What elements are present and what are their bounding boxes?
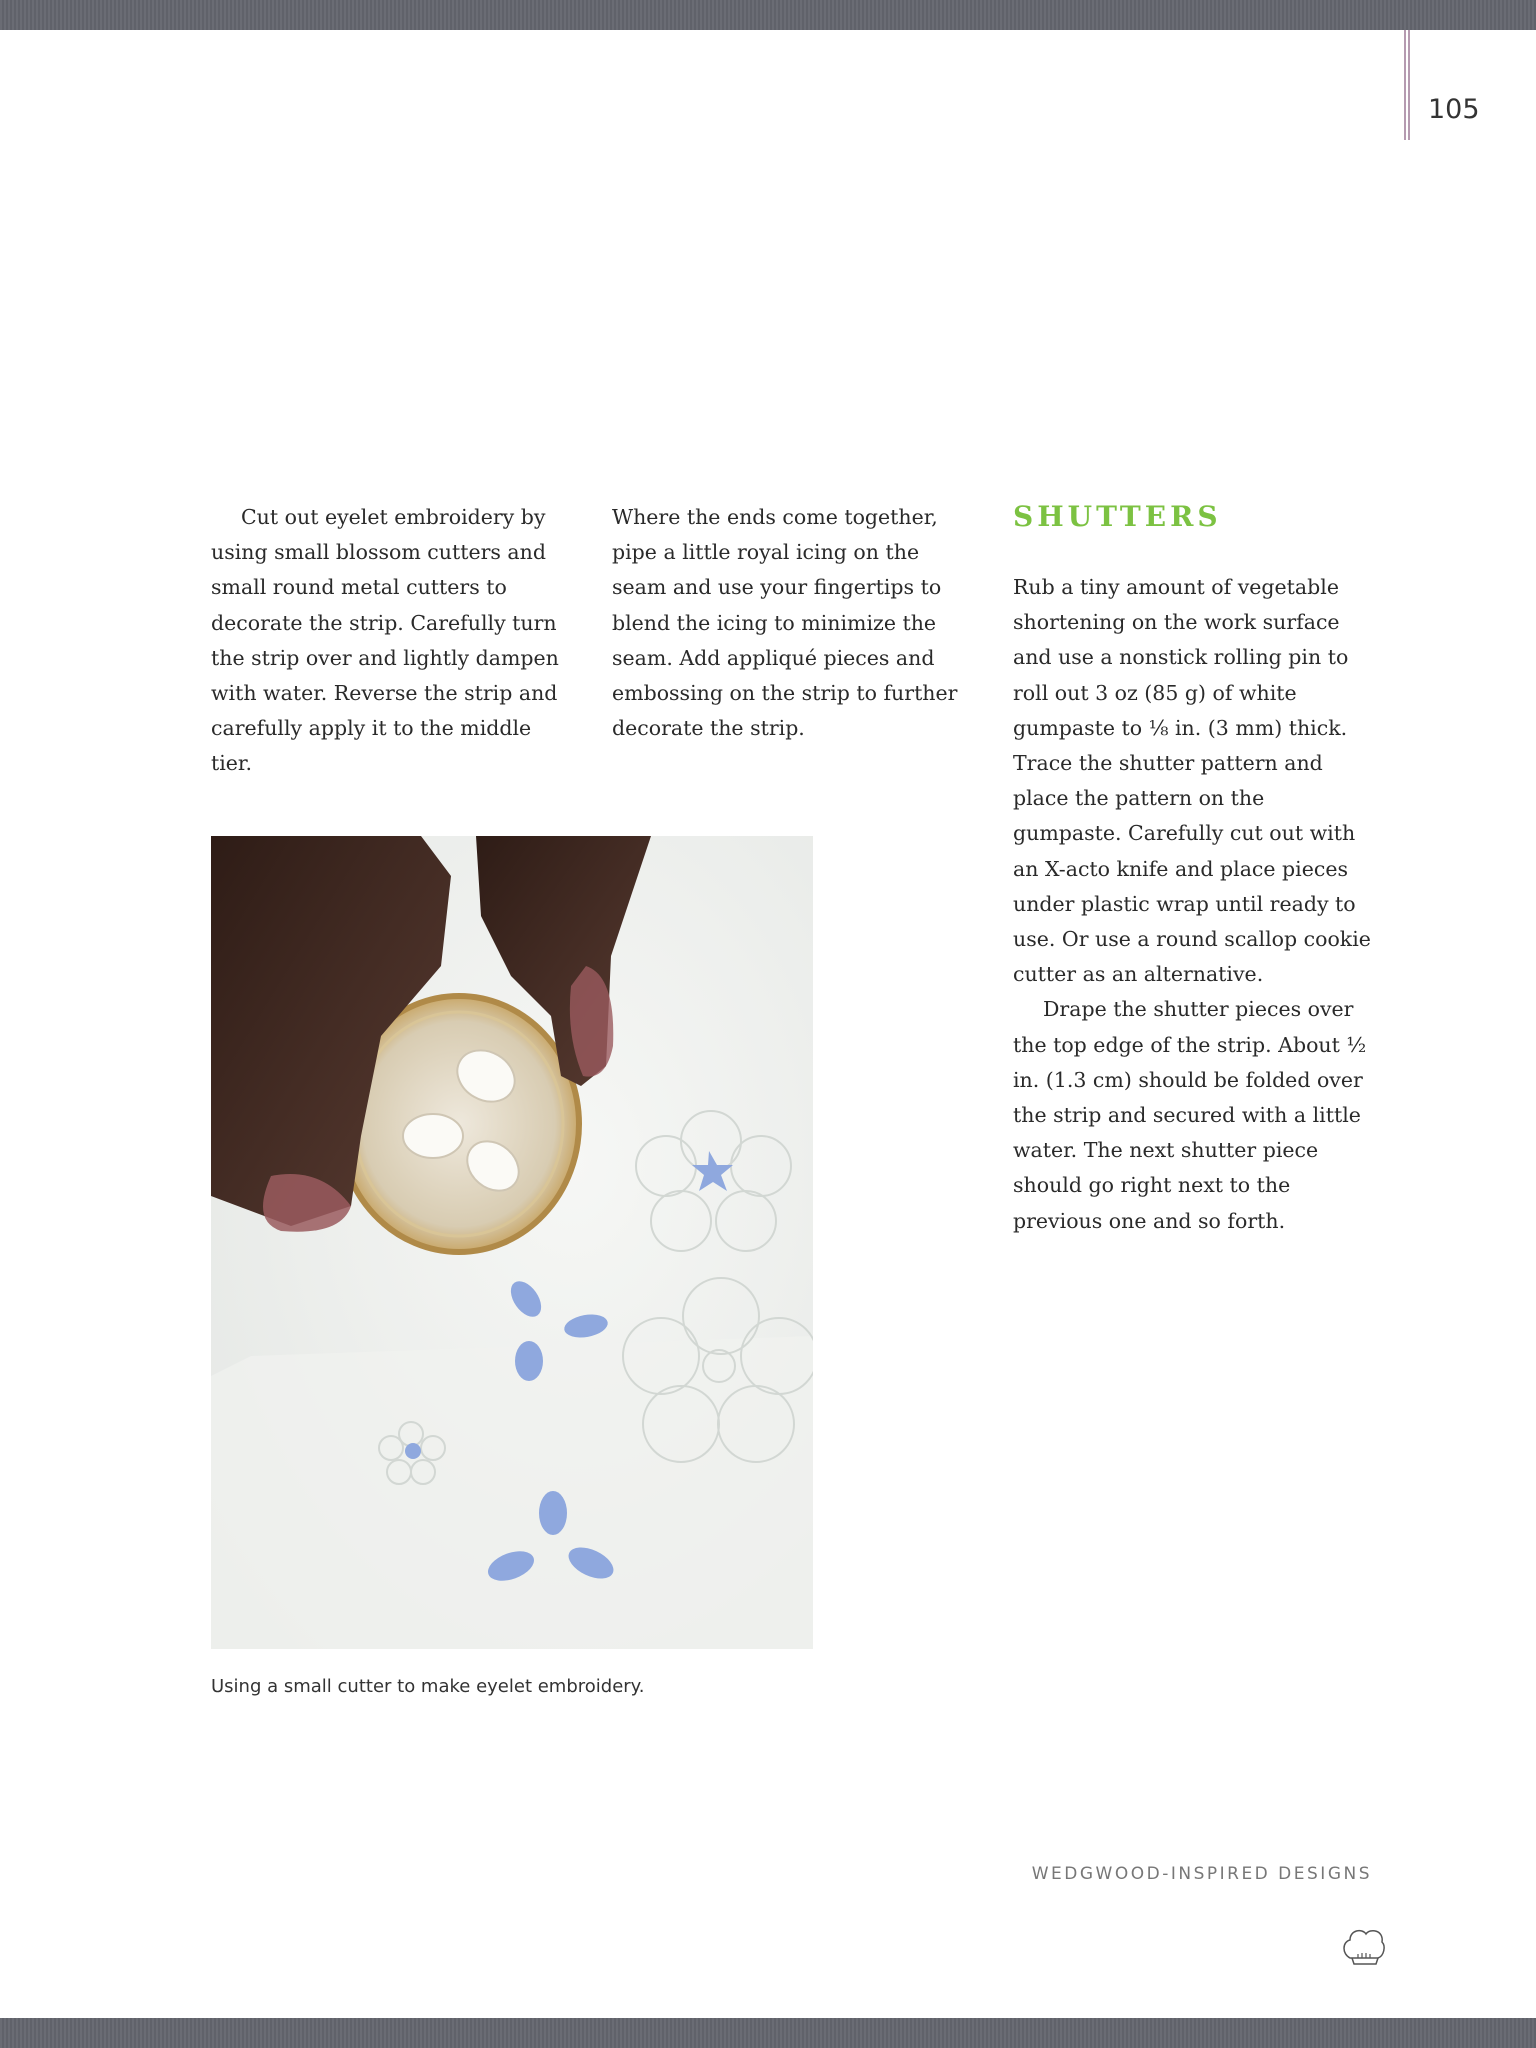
figure-caption: Using a small cutter to make eyelet embroidery.	[211, 1676, 645, 1697]
section-heading: SHUTTERS	[1013, 500, 1222, 533]
body-column-1	[211, 500, 576, 782]
eyelet-cutter-photo	[211, 836, 813, 1649]
body-paragraph: Drape the shutter pieces over the top edge of the strip. About ½ in. (1.3 cm) should be folded over the strip and secured with a little water. The next shutter piece should go right next to the previous one and so forth.	[1013, 997, 1367, 1233]
top-border-bar	[0, 0, 1536, 30]
body-paragraph: Rub a tiny amount of vegetable shortening on the work surface and use a nonstick rolling pin to roll out 3 oz (85 g) of white gumpaste to ⅛ in. (3 mm) thick. Trace the shutter pattern and place the pattern on the gumpaste. Carefully cut out with an X-acto knife and place pieces under plastic wrap until ready to use. Or use a round scallop cookie cutter as an alternative.	[1013, 575, 1371, 987]
bottom-border-bar	[0, 2018, 1536, 2048]
body-paragraph: Cut out eyelet embroidery by using small blossom cutters and small round metal cutters to decorate the strip. Carefully turn the strip over and lightly dampen with water. Reverse the strip and carefully apply it to the middle tier.	[211, 505, 559, 776]
body-paragraph: Where the ends come together, pipe a little royal icing on the seam and use your fingertips to blend the icing to minimize the seam. Add appliqué pieces and embossing on the strip to further decorate the strip.	[612, 505, 958, 741]
page-number-rule	[1404, 30, 1410, 140]
running-footer: WEDGWOOD-INSPIRED DESIGNS	[1031, 1864, 1372, 1884]
page-number: 105	[1428, 94, 1480, 125]
body-column-2	[612, 500, 977, 746]
chef-hat-icon	[1340, 1924, 1388, 1972]
shutters-section	[1013, 500, 1373, 1239]
